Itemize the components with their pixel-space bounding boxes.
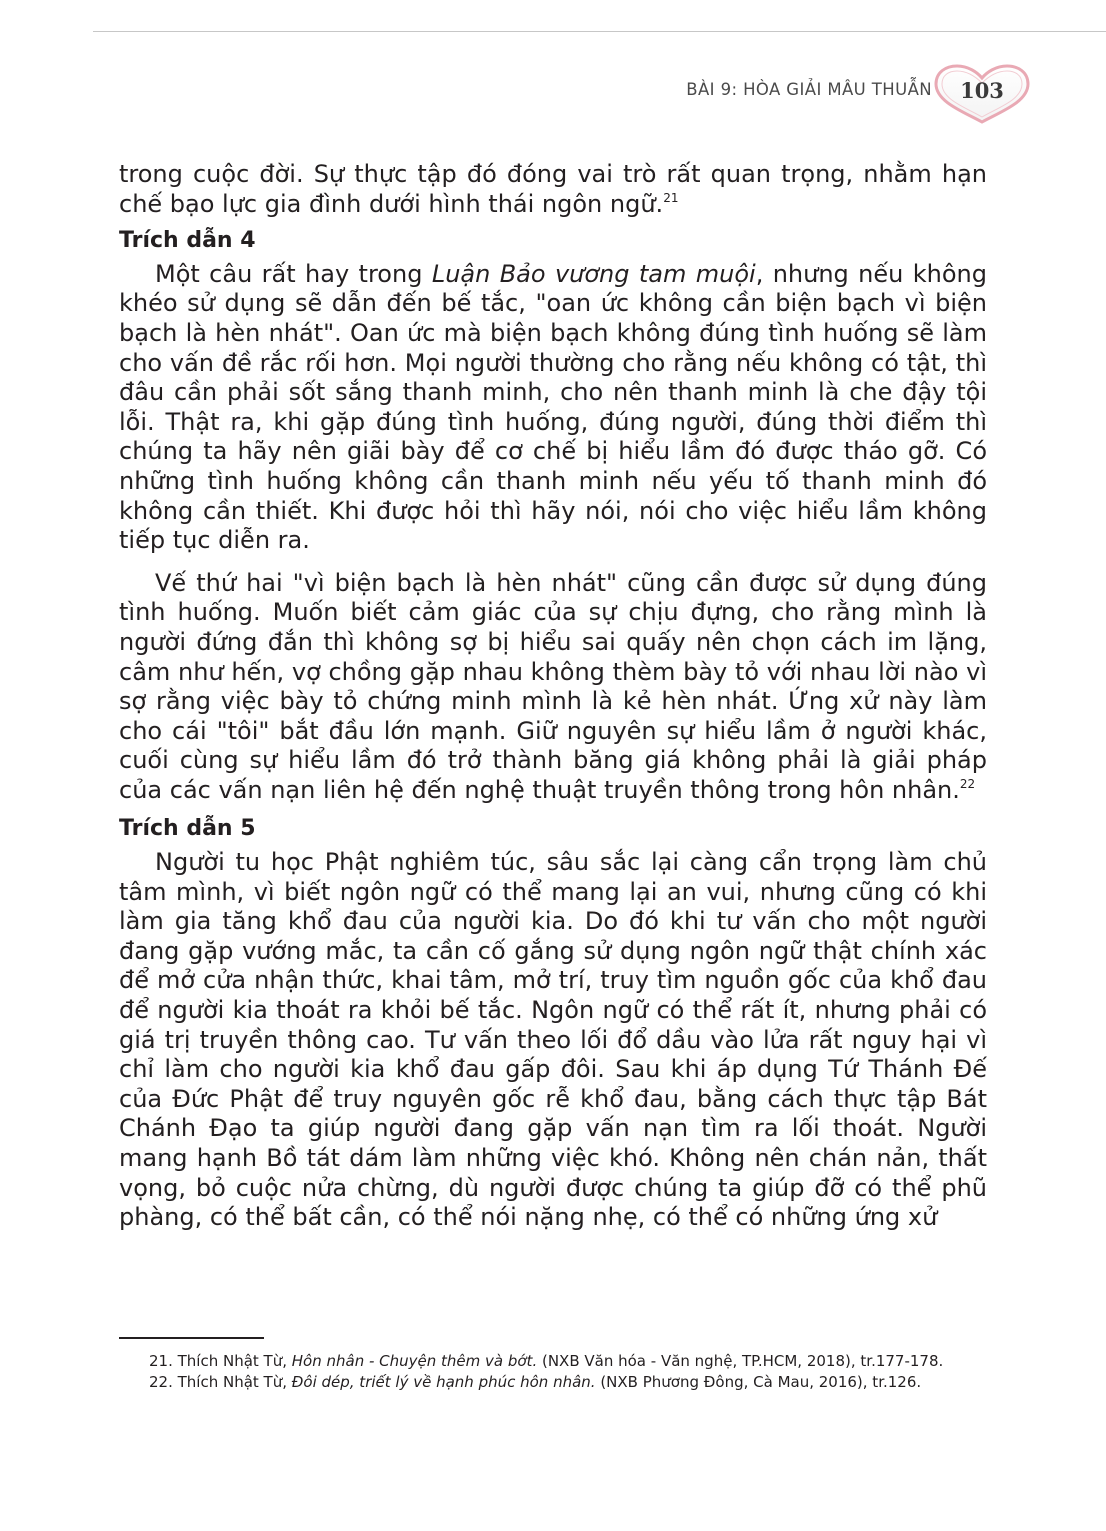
footnote-21: 21. Thích Nhật Từ, Hôn nhân - Chuyện thêm và bớt. (NXB Văn hóa - Văn nghệ, TP.HCM, 2018), tr.177-178. bbox=[149, 1352, 944, 1370]
main-text bbox=[119, 160, 987, 1233]
footnote-21-title: Hôn nhân - Chuyện thêm và bớt. bbox=[291, 1352, 538, 1370]
header-rule bbox=[93, 31, 1106, 32]
footnote-22: 22. Thích Nhật Từ, Đôi dép, triết lý về hạnh phúc hôn nhân. (NXB Phương Đông, Cà Mau, 2016), tr.126. bbox=[149, 1372, 922, 1391]
work-title: Luận Bảo vương tam muội bbox=[431, 259, 756, 288]
footnote-rule bbox=[119, 1337, 264, 1339]
footnotes bbox=[119, 1351, 987, 1392]
section-5-paragraph-1: Người tu học Phật nghiêm túc, sâu sắc lại càng cẩn trọng làm chủ tâm mình, vì biết ngôn ngữ có thể mang lại an vui, nhưng cũng có khi làm gia tăng khổ đau của người kia. Do đó khi tư vấn cho một người đang gặp vướng mắc, ta cần cố gắng sử dụng ngôn ngữ thật chính xác để mở cửa nhận thức, khai tâm, mở trí, truy tìm nguồn gốc của khổ đau để người kia thoát ra khỏi bế tắc. Ngôn ngữ có thể rất ít, nhưng phải có giá trị truyền thông cao. Tư vấn theo lối đổ dầu vào lửa rất nguy hại vì chỉ làm cho người kia khổ đau gấp đôi. Sau khi áp dụng Tứ Thánh Đế của Đức Phật để truy nguyên gốc rễ khổ đau, bằng cách thực tập Bát Chánh Đạo ta giúp người đang gặp vấn nạn tìm ra lối thoát. Người mang hạnh Bồ tát dám làm những việc khó. Không nên chán nản, thất vọng, bỏ cuộc nửa chừng, dù người được chúng ta giúp đỡ có thể phũ phàng, có thể bất cần, có thể nói nặng nhẹ, có thể có những ứng xử bbox=[119, 848, 987, 1232]
heading-section-4: Trích dẫn 4 bbox=[119, 228, 256, 254]
page-number: 103 bbox=[960, 78, 1004, 103]
section-4-paragraph-1: Một câu rất hay trong Luận Bảo vương tam muội, nhưng nếu không khéo sử dụng sẽ dẫn đến bế tắc, "oan ức không cần biện bạch vì biện bạch là hèn nhát". Oan ức mà biện bạch không đúng tình huống sẽ làm cho vấn đề rắc rối hơn. Mọi người thường cho rằng nếu không có tật, thì đâu cần phải sốt sắng thanh minh, cho nên thanh minh là che đậy tội lỗi. Thật ra, khi gặp đúng tình huống, đúng người, đúng thời điểm thì chúng ta hãy nên giãi bày để cơ chế bị hiểu lầm đó được tháo gỡ. Có những tình huống không cần thanh minh nếu yếu tố thanh minh đó không cần thiết. Khi được hỏi thì hãy nói, nói cho việc hiểu lầm không tiếp tục diễn ra. bbox=[119, 259, 987, 555]
opening-paragraph: trong cuộc đời. Sự thực tập đó đóng vai trò rất quan trọng, nhằm hạn chế bạo lực gia đình dưới hình thái ngôn ngữ.$^{21}$ bbox=[119, 160, 987, 218]
footnote-22-title: Đôi dép, triết lý về hạnh phúc hôn nhân. bbox=[291, 1372, 596, 1391]
section-4-paragraph-2: Vế thứ hai "vì biện bạch là hèn nhát" cũng cần được sử dụng đúng tình huống. Muốn biết cảm giác của sự chịu đựng, cho rằng mình là người đứng đắn thì không sợ bị hiểu sai quấy nên chọn cách im lặng, câm như hến, vợ chồng gặp nhau không thèm bày tỏ với nhau lời nào vì sợ rằng việc bày tỏ chứng minh mình là kẻ hèn nhát. Ứng xử này làm cho cái "tôi" bắt đầu lớn mạnh. Giữ nguyên sự hiểu lầm ở người khác, cuối cùng sự hiểu lầm đó trở thành băng giá không phải là giải pháp của các vấn nạn liên hệ đến nghệ thuật truyền thông trong hôn nhân.$^{22}$ bbox=[119, 568, 987, 804]
running-title: BÀI 9: HÒA GIẢI MÂU THUẪN bbox=[686, 80, 932, 99]
heading-section-5: Trích dẫn 5 bbox=[119, 816, 256, 842]
footnote-ref-21[interactable]: 21 bbox=[663, 190, 679, 205]
footnote-ref-22[interactable]: 22 bbox=[959, 776, 976, 791]
